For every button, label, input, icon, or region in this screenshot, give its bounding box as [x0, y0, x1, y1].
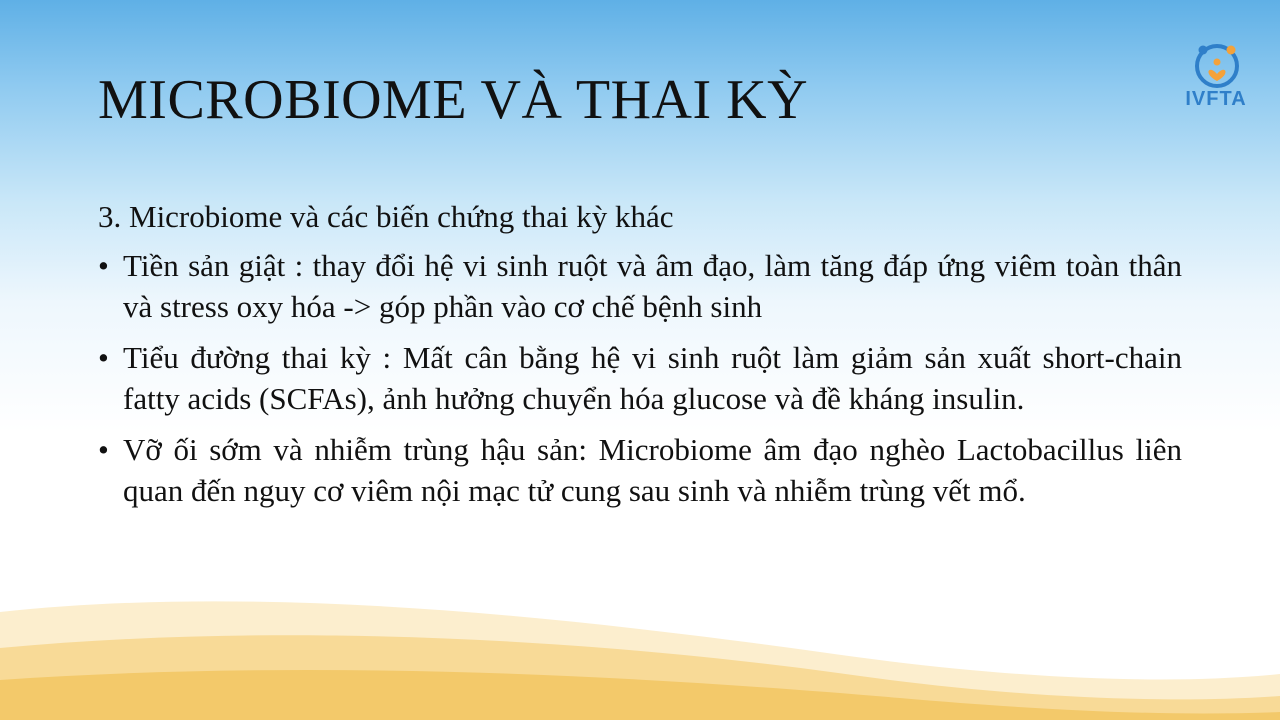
slide-title: MICROBIOME VÀ THAI KỲ [98, 69, 809, 131]
bullet-text: Tiền sản giật : thay đổi hệ vi sinh ruột và âm đạo, làm tăng đáp ứng viêm toàn thân và stress oxy hóa -> góp phần vào cơ chế bệnh sinh [123, 248, 1182, 324]
bullet-text: Tiểu đường thai kỳ : Mất cân bằng hệ vi sinh ruột làm giảm sản xuất short-chain fatty acids (SCFAs), ảnh hưởng chuyển hóa glucose và đề kháng insulin. [123, 340, 1182, 416]
bullet-dot-icon: • [98, 432, 109, 467]
slide-content [98, 196, 1182, 521]
list-item [98, 429, 1182, 511]
bullet-list [98, 245, 1182, 511]
bullet-dot-icon: • [98, 248, 109, 283]
section-subheading: 3. Microbiome và các biến chứng thai kỳ khác [98, 199, 674, 234]
bullet-dot-icon: • [98, 340, 109, 375]
list-item [98, 245, 1182, 327]
decorative-waves [0, 590, 1280, 720]
logo-text: IVFTA [1185, 88, 1247, 110]
bullet-text: Vỡ ối sớm và nhiễm trùng hậu sản: Microbiome âm đạo nghèo Lactobacillus liên quan đến nguy cơ viêm nội mạc tử cung sau sinh và nhiễm trùng vết mổ. [123, 432, 1182, 508]
list-item [98, 337, 1182, 419]
